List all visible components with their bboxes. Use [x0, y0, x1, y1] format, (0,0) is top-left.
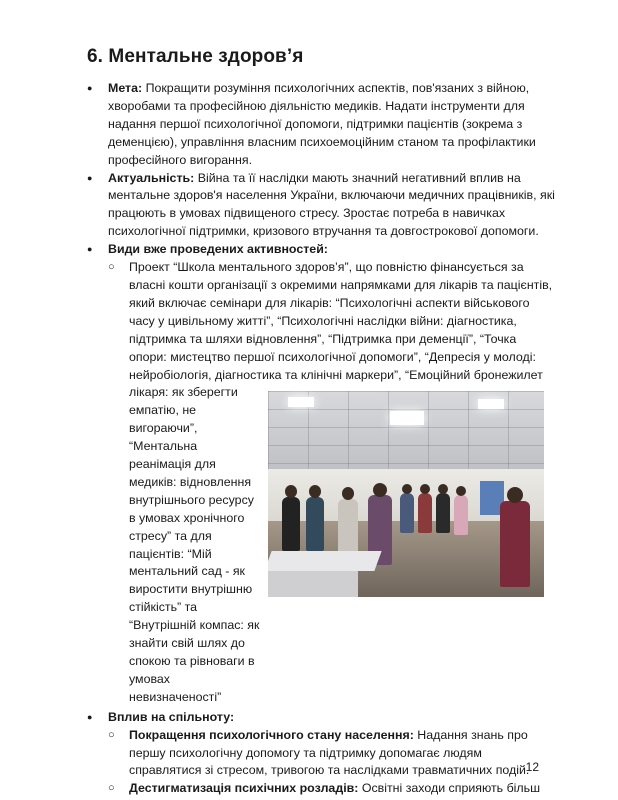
activities-label: Види вже проведених активностей: — [108, 242, 328, 257]
project-text-continued: лікаря: як зберегти емпатію, не вигораючи”, “Ментальна реанімація для медиків: відновлення внутрішнього ресурсу в умовах хронічного стресу” та для пацієнтів: “Мій ментальний сад - як виростити внутрішню стійкість” та “Внутрішній компас: як знайти свій шлях до спокою та рівноваги в умовах невизначеності” — [129, 385, 260, 704]
goal-text: Покращити розуміння психологічних аспектів, пов'язаних з війною, хворобами та професійною діяльністю медиків. Надати інструменти для надання першої психологічної допомоги, підтримки пацієнтів (зокрема з деменцією), управління власним психоемоційним станом та профілактики професійного вигорання. — [108, 81, 536, 167]
project-text: ○ Проект “Школа ментального здоров’я”, що повністю фінансується за власні кошти організації з окремими напрямками для лікарів та пацієнтів, який включає семінари для лікарів: “Психологічні аспекти військового часу у цивільному житті”, “Психологічні наслідки війни: діагностика, підтримка та шляхи відновлення”, “Підтримка при деменції”, “Точка опори: мистецтво першої психологічної допомоги”, “Депресія у молоді: нейробіологія, діагностика та клінічні маркери”, “Емоційний бронежилет — [129, 260, 553, 382]
section-content — [87, 80, 557, 798]
relevance-paragraph — [87, 170, 557, 242]
impact-item-text: Освітні заходи сприяють більш — [358, 781, 541, 796]
impact-heading — [87, 709, 557, 727]
impact-item — [108, 727, 557, 781]
project-continuation — [129, 384, 557, 706]
page-number: 12 — [525, 760, 539, 774]
goal-label: Мета: — [108, 81, 143, 95]
impact-item-text: Надання знань про першу психологічну допомогу та підтримку допомагає людям справлятися зі стресом, тривогою та наслідками травматичних подій. — [129, 727, 530, 778]
goal-paragraph — [87, 80, 557, 170]
relevance-label: Актуальність: — [108, 170, 195, 185]
impact-item-label: Дестигматизація психічних розладів: — [129, 781, 359, 796]
impact-item — [108, 780, 557, 798]
relevance-text: Війна та її наслідки мають значний негативний вплив на ментальне здоров'я населення України, включаючи медичних працівників, які працюють в умовах підвищеного стресу. Зростає потреба в навичках психологічної підтримки, кризового втручання та довгострокової допомоги. — [108, 170, 555, 239]
impact-label: Вплив на спільноту: — [108, 709, 235, 724]
impact-item-label: Покращення психологічного стану населення: — [129, 727, 414, 742]
activity-project-item — [108, 259, 557, 707]
activities-heading — [87, 241, 557, 259]
seminar-photo — [268, 391, 544, 597]
section-title: 6. Ментальне здоров’я — [87, 46, 304, 67]
